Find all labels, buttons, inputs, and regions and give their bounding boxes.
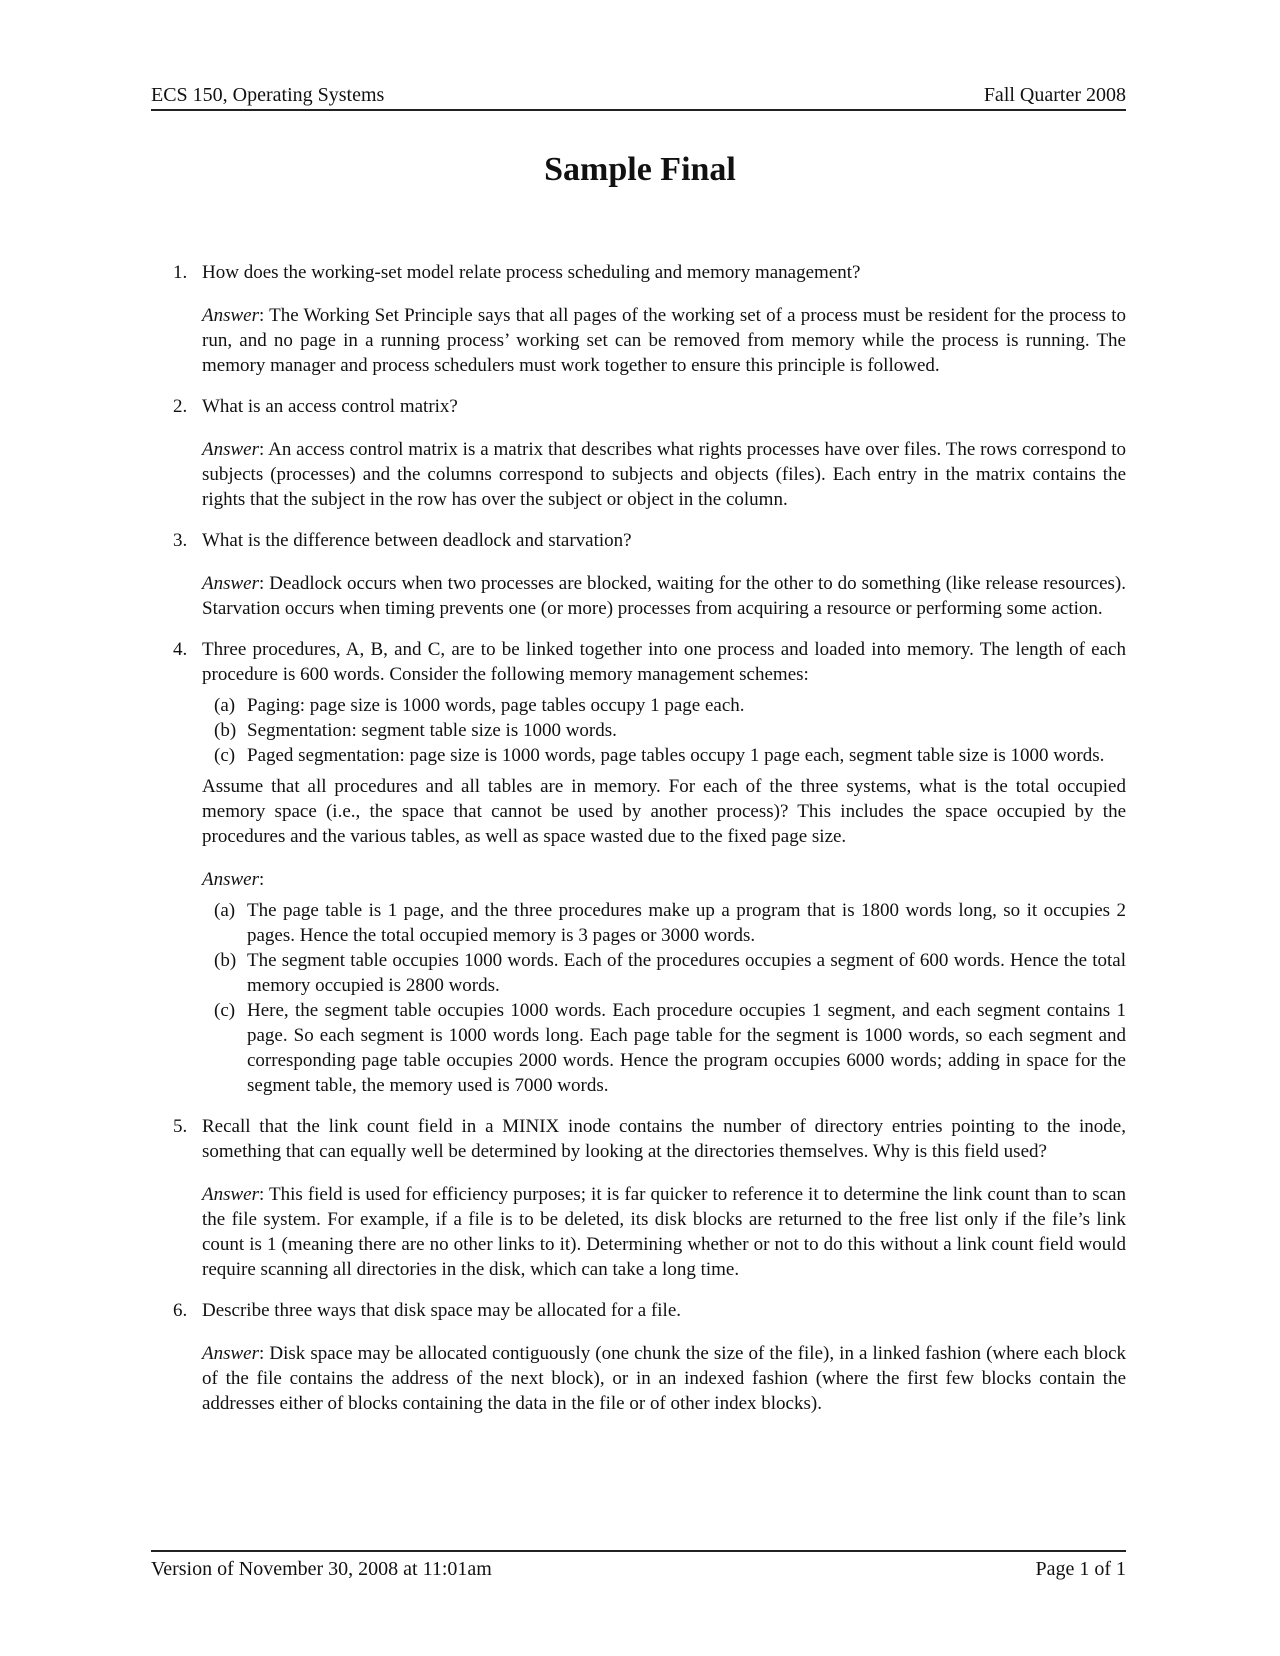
page-footer (151, 1557, 1126, 1581)
answer-label: Answer (202, 305, 259, 326)
answer-label: Answer (202, 573, 259, 594)
footer-rule (151, 1550, 1126, 1552)
answer-text: The Working Set Principle says that all pages of the working set of a process must be resident for the process to run, and no page in a running process’ working set can be removed from memory while the process is running. The memory manager and process schedulers must work together to ensure this principle is followed. (202, 305, 1127, 376)
answer: Answer: This field is used for efficiency purposes; it is far quicker to reference it to determine the link count than to scan the file system. For example, if a file is to be deleted, its disk blocks are returned to the free list only if the file’s link count is 1 (meaning there are no other links to it). Determining whether or not to do this without a link count field would require scanning all directories in the disk, which can take a long time. (202, 1184, 1127, 1280)
scheme-text: Segmentation: segment table size is 1000 words. (247, 720, 617, 741)
scheme-item (202, 743, 1126, 768)
question-list (151, 260, 1126, 1432)
answer-item-text: The page table is 1 page, and the three procedures make up a program that is 1800 words long, so it occupies 2 pages. Hence the total occupied memory is 3 pages or 3000 words. (247, 900, 1126, 946)
answer-item-label: (c) (214, 1000, 236, 1021)
answer: Answer: Disk space may be allocated contiguously (one chunk the size of the file), in a linked fashion (where each block of the file contains the address of the next block), or in an indexed fashion (where the first few blocks contain the addresses either of blocks containing the data in the file or of other index blocks). (202, 1343, 1127, 1414)
answer-list (202, 898, 1126, 1098)
scheme-item (202, 718, 1126, 743)
answer-label: Answer (202, 869, 259, 890)
question-number: 3. (173, 530, 188, 551)
question-text: Describe three ways that disk space may be allocated for a file. (202, 1300, 682, 1321)
answer-text: An access control matrix is a matrix that describes what rights processes have over files. The rows correspond to subjects (processes) and the columns correspond to subjects and objects (files). Each entry in the matrix contains the rights that the subject in the row has over the subject or object in the column. (202, 439, 1127, 510)
answer-text: Disk space may be allocated contiguously (one chunk the size of the file), in a linked fashion (where each block of the file contains the address of the next block), or in an indexed fashion (where the first few blocks contain the addresses either of blocks containing the data in the file or of other index blocks). (202, 1343, 1127, 1414)
answer-text: This field is used for efficiency purposes; it is far quicker to reference it to determine the link count than to scan the file system. For example, if a file is to be deleted, its disk blocks are returned to the free list only if the file’s link count is 1 (meaning there are no other links to it). Determining whether or not to do this without a link count field would require scanning all directories in the disk, which can take a long time. (202, 1184, 1127, 1280)
question-6 (151, 1298, 1126, 1416)
scheme-list (202, 693, 1126, 768)
header-rule (151, 109, 1126, 111)
answer-heading: Answer: (202, 869, 265, 890)
question-text: How does the working-set model relate process scheduling and memory management? (202, 262, 861, 283)
answer: Answer: An access control matrix is a matrix that describes what rights processes have over files. The rows correspond to subjects (processes) and the columns correspond to subjects and objects (files). Each entry in the matrix contains the rights that the subject in the row has over the subject or object in the column. (202, 439, 1127, 510)
answer-item (202, 898, 1126, 948)
answer-label: Answer (202, 1184, 259, 1205)
question-number: 2. (173, 396, 188, 417)
question-2 (151, 394, 1126, 512)
answer-item-text: Here, the segment table occupies 1000 words. Each procedure occupies 1 segment, and each segment contains 1 page. So each segment is 1000 words long. Each page table for the segment is 1000 words, so each segment and corresponding page table occupies 2000 words. Hence the program occupies 6000 words; adding in space for the segment table, the memory used is 7000 words. (247, 1000, 1126, 1096)
answer: Answer: Deadlock occurs when two processes are blocked, waiting for the other to do something (like release resources). Starvation occurs when timing prevents one (or more) processes from acquiring a resource or performing some action. (202, 573, 1126, 619)
page-number: Page 1 of 1 (1035, 1558, 1126, 1580)
question-text: Three procedures, A, B, and C, are to be linked together into one process and loaded into memory. The length of each procedure is 600 words. Consider the following memory management schemes: (202, 639, 1126, 685)
question-4 (151, 637, 1126, 1098)
question-text: What is an access control matrix? (202, 396, 458, 417)
question-1 (151, 260, 1126, 378)
answer-item-label: (b) (214, 950, 237, 971)
version-text: Version of November 30, 2008 at 11:01am (151, 1558, 492, 1580)
course-name: ECS 150, Operating Systems (151, 84, 385, 106)
scheme-text: Paged segmentation: page size is 1000 words, page tables occupy 1 page each, segment table size is 1000 words. (247, 745, 1105, 766)
answer-label: Answer (202, 439, 259, 460)
answer-item-label: (a) (214, 900, 236, 921)
question-number: 5. (173, 1116, 188, 1137)
question-3 (151, 528, 1126, 621)
scheme-text: Paging: page size is 1000 words, page tables occupy 1 page each. (247, 695, 745, 716)
scheme-label: (b) (214, 720, 237, 741)
question-text: Recall that the link count field in a MINIX inode contains the number of directory entries pointing to the inode, something that can equally well be determined by looking at the directories themselves. Why is this field used? (202, 1116, 1126, 1162)
answer-label: Answer (202, 1343, 259, 1364)
page-header (151, 83, 1126, 107)
scheme-label: (c) (214, 745, 236, 766)
question-number: 6. (173, 1300, 188, 1321)
question-followup: Assume that all procedures and all tables are in memory. For each of the three systems, what is the total occupied memory space (i.e., the space that cannot be used by another process)? This includes the space occupied by the procedures and the various tables, as well as space wasted due to the fixed page size. (202, 776, 1126, 847)
page-title: Sample Final (544, 151, 736, 188)
scheme-item (202, 693, 1126, 718)
question-number: 4. (173, 639, 188, 660)
question-5 (151, 1114, 1126, 1282)
question-number: 1. (173, 262, 188, 283)
scheme-label: (a) (214, 695, 236, 716)
term: Fall Quarter 2008 (983, 84, 1126, 106)
answer-text: Deadlock occurs when two processes are blocked, waiting for the other to do something (like release resources). Starvation occurs when timing prevents one (or more) processes from acquiring a resource or performing some action. (202, 573, 1126, 619)
question-text: What is the difference between deadlock and starvation? (202, 530, 632, 551)
answer-item (202, 948, 1126, 998)
answer-item (202, 998, 1126, 1098)
answer-item-text: The segment table occupies 1000 words. Each of the procedures occupies a segment of 600 words. Hence the total memory occupied is 2800 words. (247, 950, 1126, 996)
answer: Answer: The Working Set Principle says that all pages of the working set of a process must be resident for the process to run, and no page in a running process’ working set can be removed from memory while the process is running. The memory manager and process schedulers must work together to ensure this principle is followed. (202, 305, 1127, 376)
